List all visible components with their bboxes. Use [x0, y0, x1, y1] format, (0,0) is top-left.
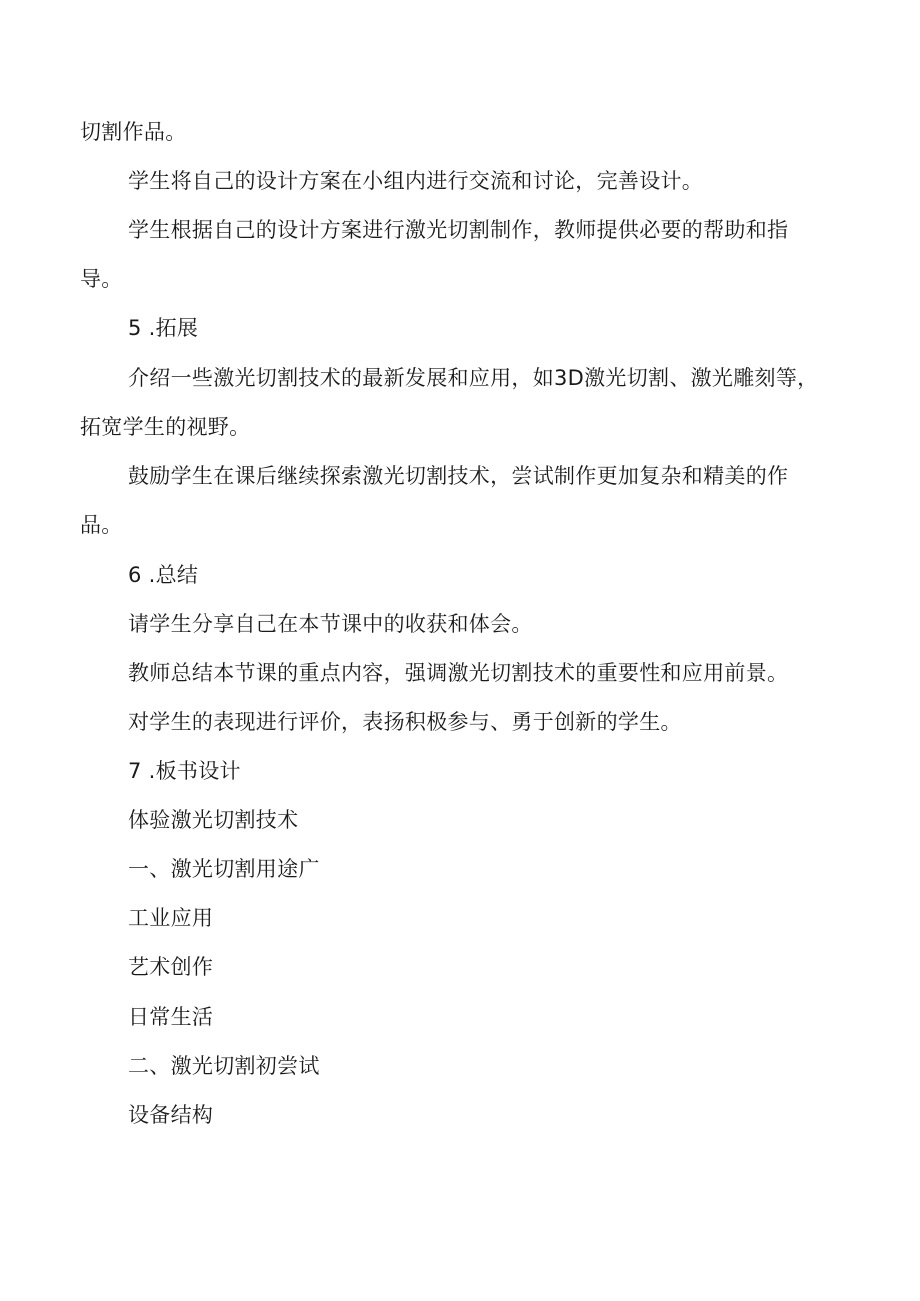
text-line-continuation: 品。	[80, 513, 123, 537]
paragraph-teacher-summary: 教师总结本节课的重点内容，强调激光切割技术的重要性和应用前景。	[128, 661, 789, 685]
board-heading-uses: 一、激光切割用途广	[128, 857, 320, 881]
text-line-continuation: 切割作品。	[80, 120, 187, 144]
paragraph-evaluation: 对学生的表现进行评价，表扬积极参与、勇于创新的学生。	[128, 710, 682, 734]
section-heading-extension: 5 .拓展	[128, 316, 199, 340]
board-item-industrial: 工业应用	[128, 906, 214, 930]
board-item-equipment-structure: 设备结构	[128, 1103, 214, 1127]
board-title: 体验激光切割技术	[128, 808, 299, 832]
paragraph-share-gains: 请学生分享自己在本节课中的收获和体会。	[128, 612, 533, 636]
board-heading-first-try: 二、激光切割初尝试	[128, 1054, 320, 1078]
board-item-art: 艺术创作	[128, 955, 214, 979]
section-heading-board-design: 7 .板书设计	[128, 759, 241, 783]
board-item-daily-life: 日常生活	[128, 1005, 214, 1029]
paragraph-latest-development: 介绍一些激光切割技术的最新发展和应用，如3D激光切割、激光雕刻等，	[128, 366, 819, 390]
paragraph-laser-making: 学生根据自己的设计方案进行激光切割制作，教师提供必要的帮助和指	[128, 218, 789, 242]
section-heading-summary: 6 .总结	[128, 563, 199, 587]
text-line-continuation: 导。	[80, 267, 123, 291]
paragraph-encourage-explore: 鼓励学生在课后继续探索激光切割技术，尝试制作更加复杂和精美的作	[128, 464, 789, 488]
paragraph-exchange-discussion: 学生将自己的设计方案在小组内进行交流和讨论，完善设计。	[128, 169, 704, 193]
text-line-continuation: 拓宽学生的视野。	[80, 415, 251, 439]
